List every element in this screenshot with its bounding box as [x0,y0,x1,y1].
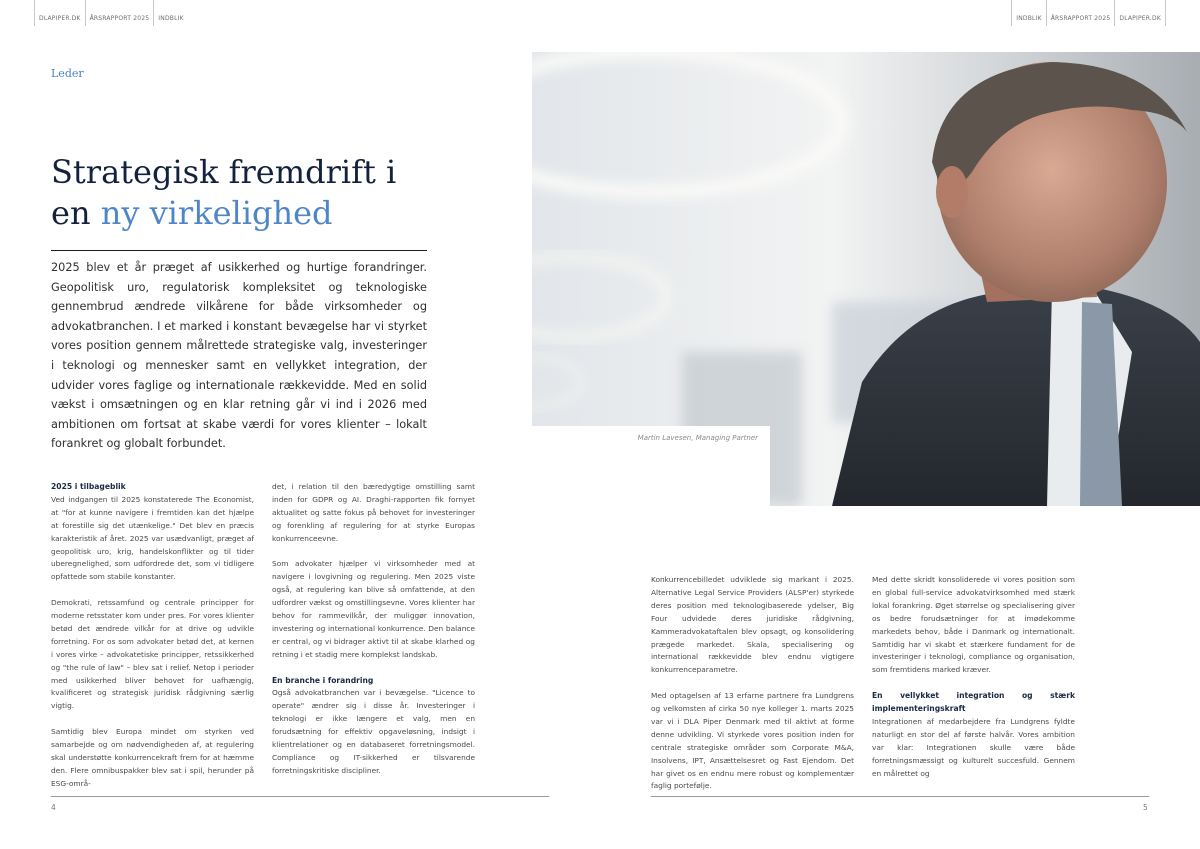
nav-item-site[interactable]: DLAPIPER.DK [1114,0,1166,26]
header-nav-right [1011,0,1166,26]
section-label: Leder [51,67,84,80]
title-highlight: ny virkelighed [100,194,333,232]
nav-item-report[interactable]: ÅRSRAPPORT 2025 [1046,0,1115,26]
body-paragraph: Samtidig blev Europa mindet om styrken ved samarbejde og om nødvendigheden af, at regulering skal understøtte konkurrencekraft frem for at hæmme den. Flere omnibuspakker blev sat i spil, herunder på ESG-områ- [51,727,254,788]
subheading: En vellykket integration og stærk implementeringskraft [872,691,1075,714]
body-paragraph: Med dette skridt konsoliderede vi vores position som en global full-service advokatvirksomhed med stærk lokal forankring. Øget størrelse og specialisering giver os bedre forudsætninger for at imødekomme markedets behov, både i Danmark og internationalt. Samtidig har vi skabt et stærkere fundament for de investeringer i teknologi, compliance og organisation, som fremtidens marked kræver. [872,575,1075,675]
footer-divider-right [651,796,1149,797]
nav-item-section[interactable]: INDBLIK [153,0,187,26]
title-line-2: en [51,194,101,232]
nav-item-site[interactable]: DLAPIPER.DK [34,0,85,26]
subheading: 2025 i tilbageblik [51,482,126,491]
lead-paragraph: 2025 blev et år præget af usikkerhed og hurtige forandringer. Geopolitisk uro, regulatorisk kompleksitet og teknologiske gennembrud ændrede vilkårene for både virksomheder og advokatbranchen. I et marked i konstant bevægelse har vi styrket vores position gennem målrettede strategiske valg, investeringer i teknologi og mennesker samt en vellykket integration, der udvider vores faglige og internationale rækkevidde. Med en solid vækst i omsætningen og en klar retning går vi ind i 2026 med ambitionen om fortsat at skabe værdi for vores klienter – lokalt forankret og globalt forbundet. [51,261,427,451]
footer-divider-left [51,796,549,797]
title-line-1: Strategisk fremdrift i [51,153,397,191]
body-paragraph: det, i relation til den bæredygtige omstilling samt inden for GDPR og AI. Draghi-rapporten fik fornyet aktualitet og satte fokus på behovet for investeringer og forenkling af regulering for at styrke Europas konkurrenceevne. [272,482,475,543]
title-divider [51,250,427,251]
body-paragraph: Som advokater hjælper vi virksomheder med at navigere i lovgivning og regulering. Men 2025 viste også, at regulering kan blive så omfattende, at den udfordrer vækst og omstillingsevne. Vores klienter har behov for rammevilkår, der muliggør innovation, investering og international konkurrence. Den balance er central, og vi bidrager aktivt til at skabe klarhed og retning i et stadig mere komplekst landskab. [272,559,475,659]
page-number-right: 5 [1143,803,1148,812]
photo-caption: Martin Lavesen, Managing Partner [637,434,758,442]
body-paragraph: Med optagelsen af 13 erfarne partnere fra Lundgrens og velkomsten af cirka 50 nye kolleger 1. marts 2025 var vi i DLA Piper Denmark med til aktivt at forme denne udvikling. Vi styrkede vores position inden for centrale strategiske områder som Corporate M&A, Insolvens, IPT, Ansættelsesret og Fast Ejendom. Det har givet os en endnu mere robust og komplementær faglig portefølje. [651,691,854,791]
body-paragraph: Konkurrencebilledet udviklede sig markant i 2025. Alternative Legal Service Providers (ALSP'er) styrkede deres position med teknologibaserede ydelser, Big Four udvidede deres juridiske rådgivning, Kammeradvokataftalen blev opsagt, og konsolidering prægede markedet. Skala, specialisering og international rækkevidde blev endnu vigtigere konkurrenceparametre. [651,575,854,675]
body-column-3 [651,574,854,806]
body-paragraph: Integrationen af medarbejdere fra Lundgrens fyldte naturligt en stor del af første halvår. Vores ambition var klar: Integrationen skulle være både forretningsmæssigt og kulturelt succesfuld. Gennem en målrettet og [872,716,1075,778]
subheading: En branche i forandring [272,675,374,685]
page-title [51,152,441,234]
body-paragraph: Ved indgangen til 2025 konstaterede The Economist, at "for at kunne navigere i fremtiden kan det hjælpe at forestille sig det utænkelige." Det blev en præcis karakteristik af året. 2025 var usædvanligt, præget af geopolitisk uro, krig, handelskonflikter og til tider uberegnelighed, som udfordrede det, som vi tidligere opfattede som stabile konstanter. [51,494,254,582]
header-nav-left [34,0,188,26]
page-number-left: 4 [51,803,56,812]
nav-item-report[interactable]: ÅRSRAPPORT 2025 [85,0,154,26]
body-column-1 [51,481,254,804]
body-column-2 [272,481,475,791]
body-paragraph: Demokrati, retssamfund og centrale principper for moderne retsstater kom under pres. For vores klienter betød det ændrede vilkår for at drive og udvikle forretning. For os som advokater betød det, at kernen i vores virke – advokatetiske principper, retssikkerhed og "the rule of law" – blev sat i relief. Netop i perioder med usikkerhed bliver behovet for uafhængig, kvalificeret og strategisk juridisk rådgivning særlig vigtig. [51,598,254,711]
body-column-4 [872,574,1075,780]
body-paragraph: Også advokatbranchen var i bevægelse. "Licence to operate" ændrer sig i disse år. Investeringer i teknologi er ikke længere et valg, men en forudsætning for effektiv opgaveløsning, indsigt i klientrelationer og en databaseret forretningsmodel. Compliance og IT-sikkerhed er tilsvarende forretningskritiske discipliner. [272,688,475,775]
nav-item-section[interactable]: INDBLIK [1011,0,1045,26]
